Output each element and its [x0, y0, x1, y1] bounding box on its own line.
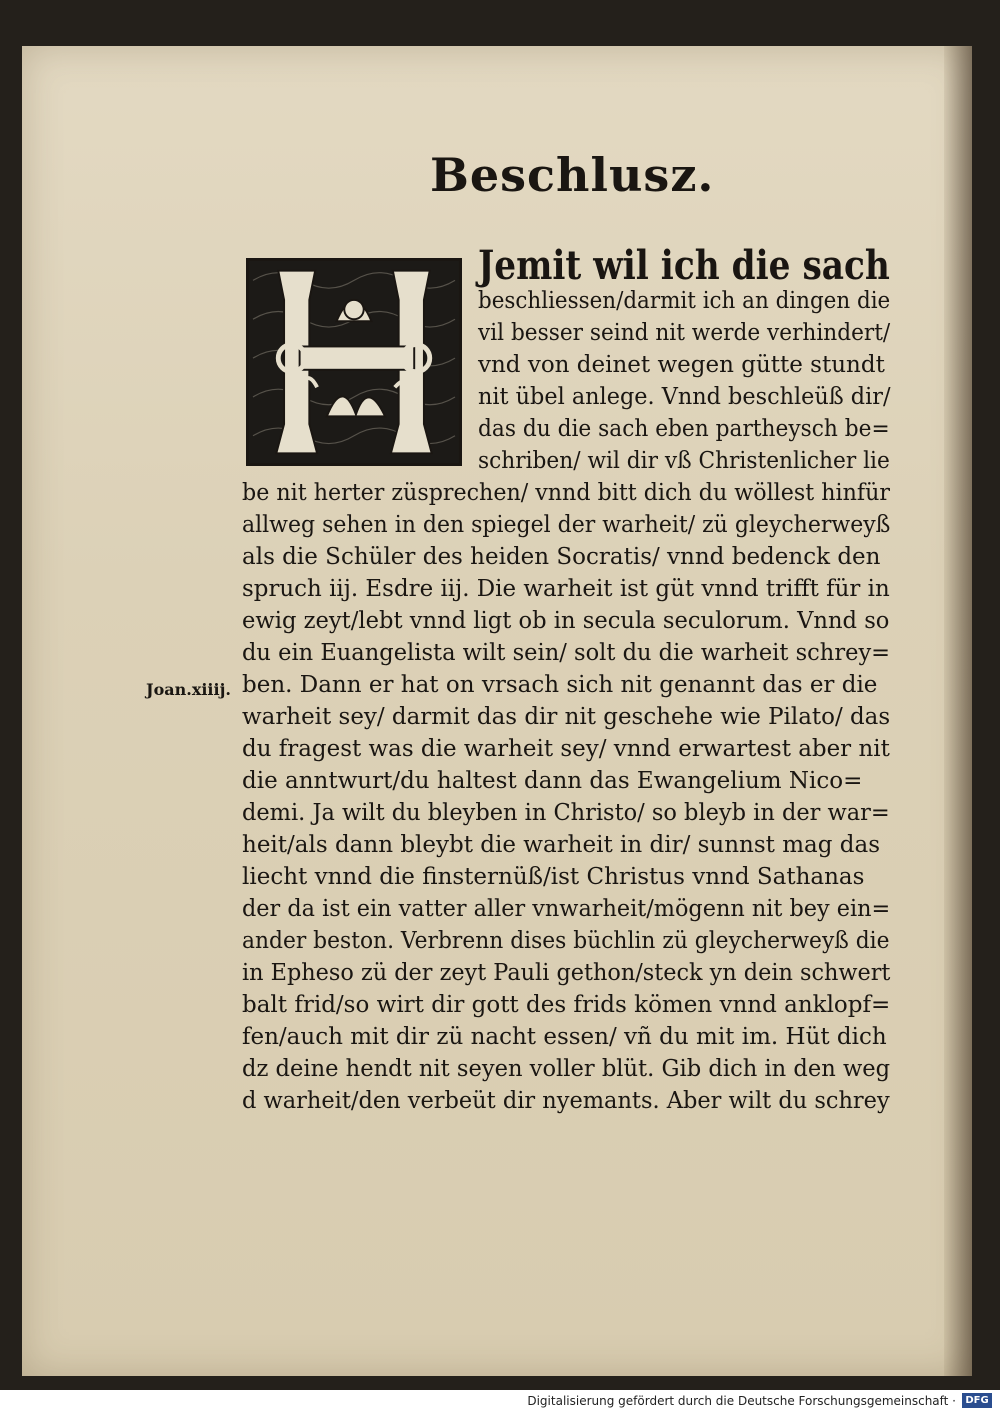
text-line: als die Schüler des heiden Socratis/ vnnd bedenck den: [242, 544, 881, 570]
text-line: be nit herter züsprechen/ vnnd bitt dich du wöllest hinfür: [242, 480, 890, 506]
text-line: spruch iij. Esdre iij. Die warheit ist güt vnnd trifft für in: [242, 576, 890, 602]
text-line: demi. Ja wilt du bleyben in Christo/ so bleyb in der war=: [242, 800, 890, 826]
text-line: Jemit wil ich die sach: [478, 242, 890, 289]
footer-bar: [0, 1390, 1000, 1412]
marginal-note: Joan.xiiij.: [146, 680, 231, 699]
text-line: die anntwurt/du haltest dann das Ewangelium Nico=: [242, 768, 863, 794]
text-line: heit/als dann bleybt die warheit in dir/ sunnst mag das: [242, 832, 881, 858]
text-line: dz deine hendt nit seyen voller blüt. Gib dich in den weg: [242, 1056, 891, 1082]
text-line: ander beston. Verbrenn dises büchlin zü gleycherweyß die: [242, 928, 890, 954]
text-line: fen/auch mit dir zü nacht essen/ vñ du mit im. Hüt dich: [242, 1024, 887, 1050]
text-line: nit übel anlege. Vnnd beschleüß dir/: [478, 384, 891, 410]
text-line: liecht vnnd die finsternüß/ist Christus vnnd Sathanas: [242, 864, 865, 890]
funding-credit: Digitalisierung gefördert durch die Deutsche Forschungsgemeinschaft ·: [527, 1394, 956, 1408]
text-line: in Epheso zü der zeyt Pauli gethon/steck yn dein schwert: [242, 960, 891, 986]
text-line: d warheit/den verbeüt dir nyemants. Aber wilt du schrey: [242, 1088, 890, 1114]
decorated-initial-d-woodcut: [246, 258, 462, 466]
text-line: ben. Dann er hat on vrsach sich nit genannt das er die: [242, 672, 878, 698]
text-line: warheit sey/ darmit das dir nit geschehe wie Pilato/ das: [242, 704, 891, 730]
text-line: vil besser seind nit werde verhindert/: [478, 320, 891, 346]
dfg-logo[interactable]: DFG: [962, 1393, 992, 1408]
text-line: schriben/ wil dir vß Christenlicher lie: [478, 448, 890, 474]
page-edge-shadow: [944, 46, 972, 1376]
text-line: vnd von deinet wegen gütte stundt: [478, 352, 885, 378]
page-heading: Beschlusz.: [430, 148, 715, 202]
text-line: balt frid/so wirt dir gott des frids kömen vnnd anklopf=: [242, 992, 891, 1018]
text-line: du fragest was die warheit sey/ vnnd erwartest aber nit: [242, 736, 890, 762]
text-line: der da ist ein vatter aller vnwarheit/mögenn nit bey ein=: [242, 896, 891, 922]
woodcut-initial-icon: [249, 261, 459, 463]
text-line: ewig zeyt/lebt vnnd ligt ob in secula seculorum. Vnnd so: [242, 608, 890, 634]
text-line: du ein Euangelista wilt sein/ solt du die warheit schrey=: [242, 640, 891, 666]
text-line: allweg sehen in den spiegel der warheit/ zü gleycherweyß: [242, 512, 891, 538]
text-line: das du die sach eben partheysch be=: [478, 416, 890, 442]
text-line: beschliessen/darmit ich an dingen die: [478, 288, 891, 314]
